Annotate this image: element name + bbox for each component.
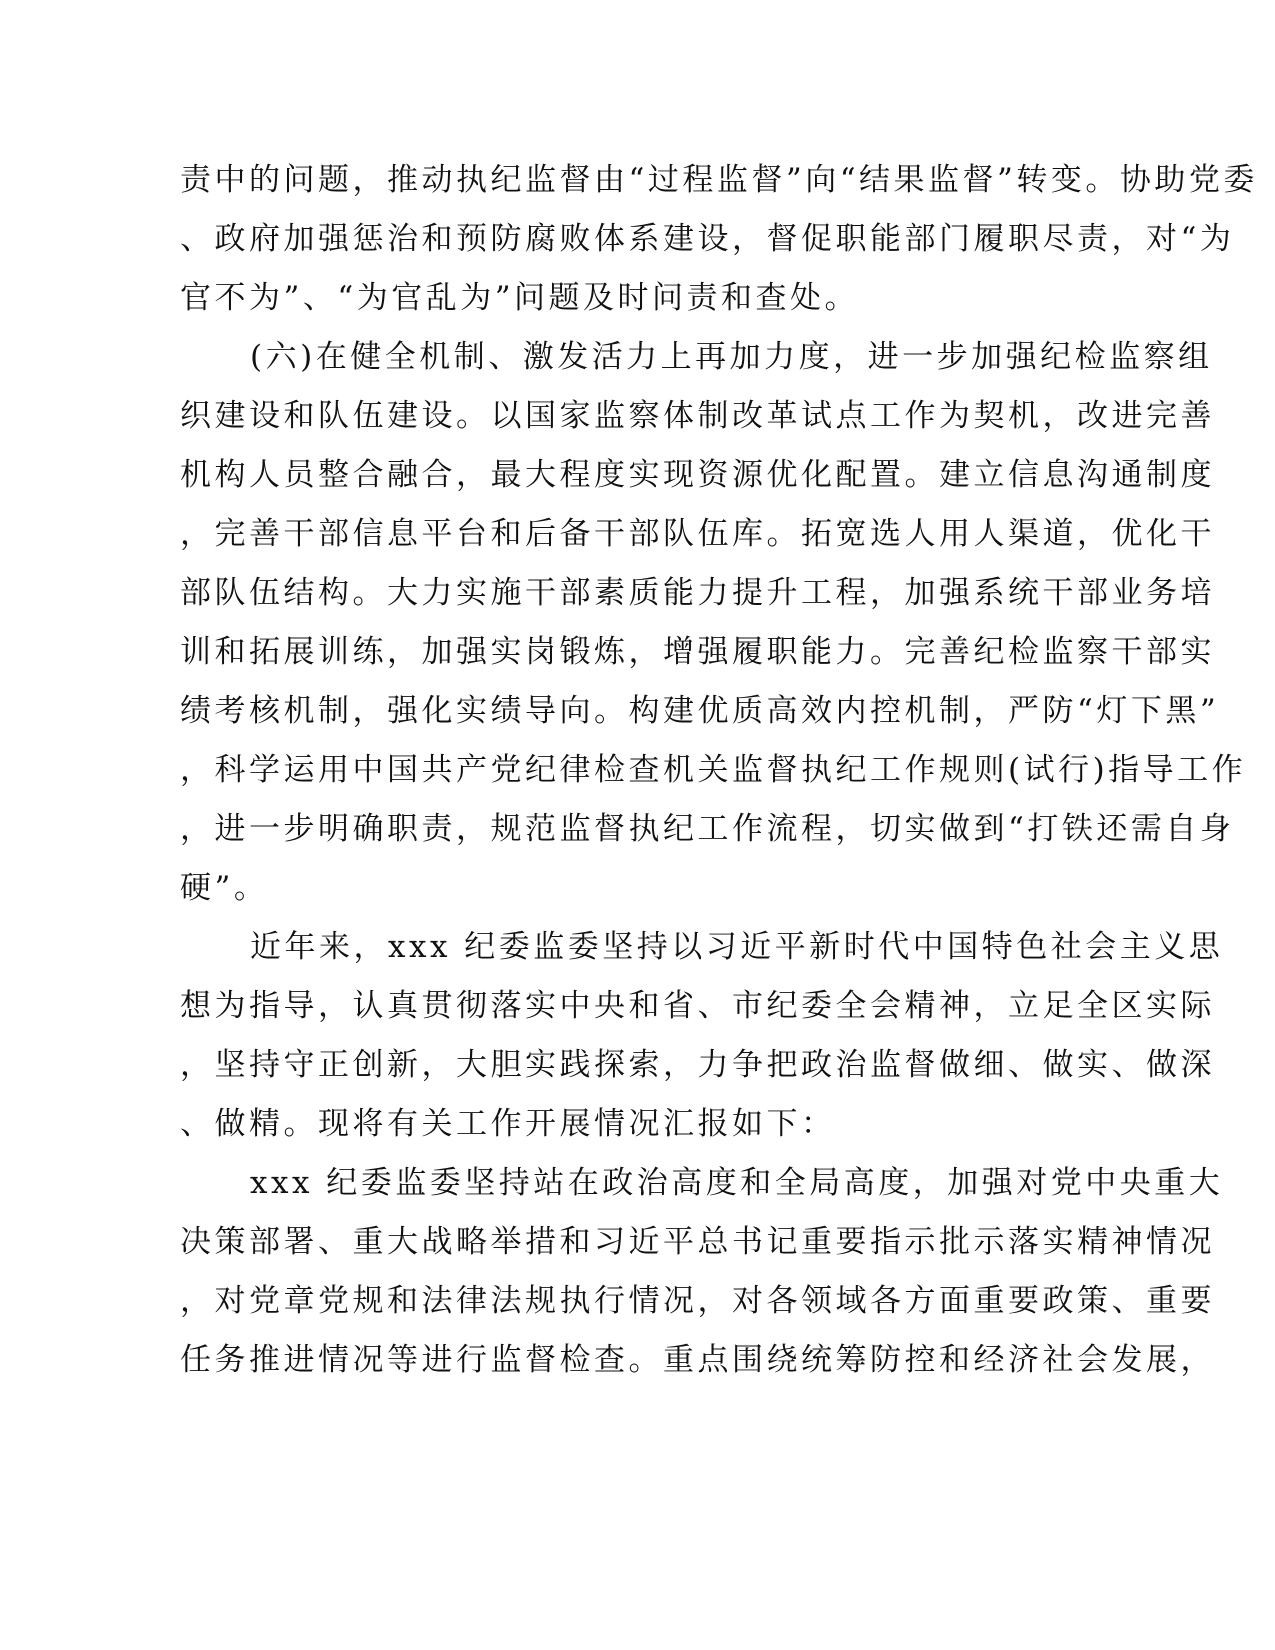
text-line: ，对党章党规和法律法规执行情况，对各领域各方面重要政策、重要 [180,1283,1215,1319]
text-line: 织建设和队伍建设。以国家监察体制改革试点工作为契机，改进完善 [180,398,1215,434]
text-line: 官不为”、“为官乱为”问题及时问责和查处。 [180,280,860,316]
text-line: 想为指导，认真贯彻落实中央和省、市纪委全会精神，立足全区实际 [180,988,1215,1024]
text-line: ，坚持守正创新，大胆实践探索，力争把政治监督做细、做实、做深 [180,1047,1215,1083]
text-line: 训和拓展训练，加强实岗锻炼，增强履职能力。完善纪检监察干部实 [180,634,1215,670]
text-line: 、做精。现将有关工作开展情况汇报如下： [180,1106,836,1142]
text-line: 部队伍结构。大力实施干部素质能力提升工程，加强系统干部业务培 [180,575,1215,611]
text-line: 机构人员整合融合，最大程度实现资源优化配置。建立信息沟通制度 [180,457,1215,493]
text-line: ，进一步明确职责，规范监督执纪工作流程，切实做到“打铁还需自身 [180,811,1235,847]
text-line: 责中的问题，推动执纪监督由“过程监督”向“结果监督”转变。协助党委 [180,162,1258,198]
text-line: 、政府加强惩治和预防腐败体系建设，督促职能部门履职尽责，对“为 [180,221,1235,257]
paragraph-start-line: 近年来，xxx 纪委监委坚持以习近平新时代中国特色社会主义思 [250,929,1224,965]
text-line: 绩考核机制，强化实绩导向。构建优质高效内控机制，严防“灯下黑” [180,693,1220,729]
paragraph-start-line: xxx 纪委监委坚持站在政治高度和全局高度，加强对党中央重大 [250,1165,1224,1201]
text-line: 任务推进情况等进行监督检查。重点围绕统筹防控和经济社会发展， [180,1342,1215,1378]
text-line: 硬”。 [180,870,269,906]
text-line: ，科学运用中国共产党纪律检查机关监督执纪工作规则(试行)指导工作 [180,752,1247,788]
text-line: 决策部署、重大战略举措和习近平总书记重要指示批示落实精神情况 [180,1224,1215,1260]
text-line: ，完善干部信息平台和后备干部队伍库。拓宽选人用人渠道，优化干 [180,516,1215,552]
paragraph-start-line: (六)在健全机制、激发活力上再加力度，进一步加强纪检监察组 [250,339,1213,375]
